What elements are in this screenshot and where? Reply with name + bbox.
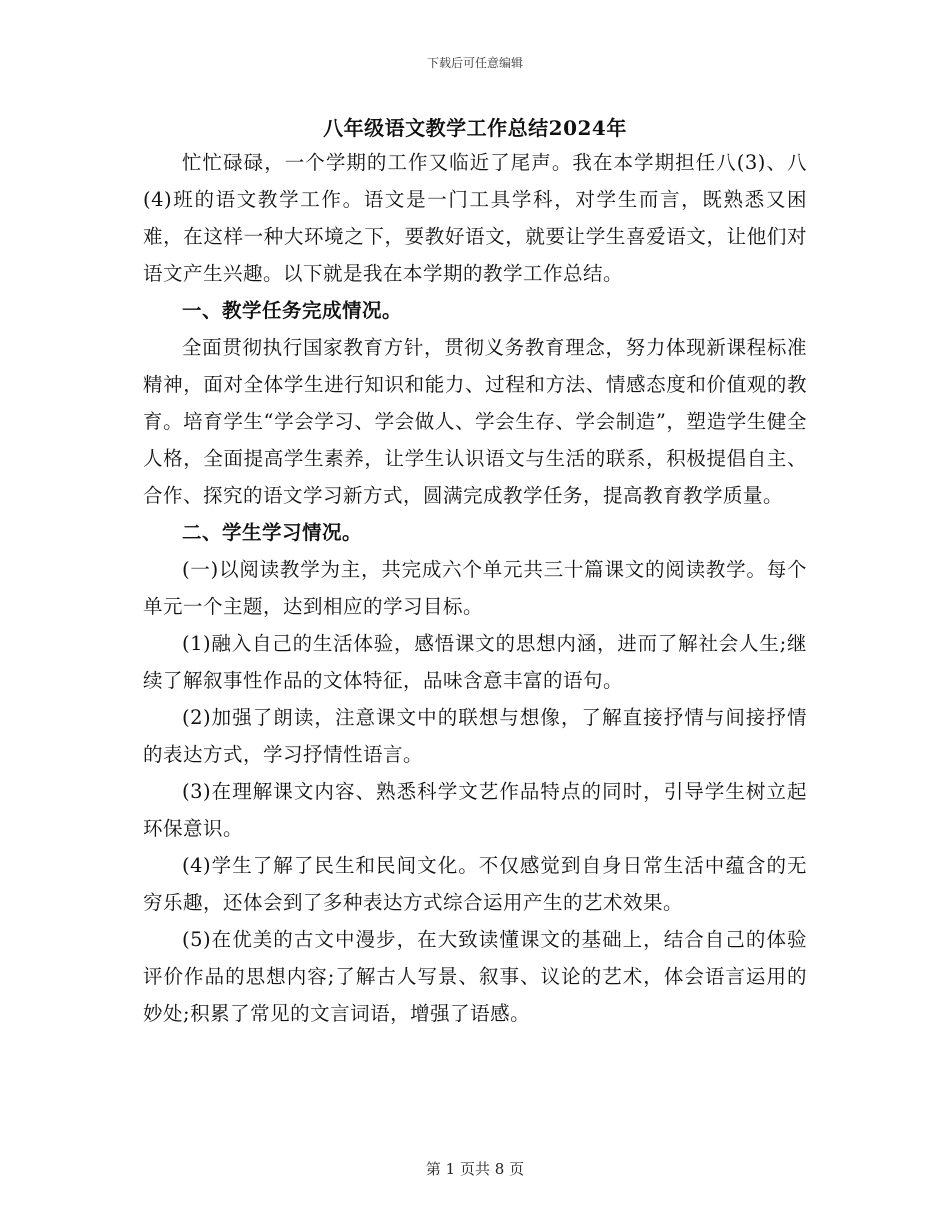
list-item: (2)加强了朗读，注意课文中的联想与想像，了解直接抒情与间接抒情的表达方式，学习抒情性语言。 bbox=[143, 706, 807, 766]
section-paragraph: 全面贯彻执行国家教育方针，贯彻义务教育理念，努力体现新课程标准精神，面对全体学生进行知识和能力、过程和方法、情感态度和价值观的教育。培育学生“学会学习、学会做人、学会生存、学会制造”，塑造学生健全人格，全面提高学生素养，让学生认识语文与生活的联系，积极提倡自主、合作、探究的语文学习新方式，圆满完成教学任务，提高教育教学质量。 bbox=[143, 336, 807, 507]
list-item: (5)在优美的古文中漫步，在大致读懂课文的基础上，结合自己的体验评价作品的思想内容;了解古人写景、叙事、议论的艺术，体会语言运用的妙处;积累了常见的文言词语，增强了语感。 bbox=[143, 928, 807, 1025]
intro-paragraph: 忙忙碌碌，一个学期的工作又临近了尾声。我在本学期担任八(3)、八(4)班的语文教学工作。语文是一门工具学科，对学生而言，既熟悉又困难，在这样一种大环境之下，要教好语文，就要让学生喜爱语文，让他们对语文产生兴趣。以下就是我在本学期的教学工作总结。 bbox=[143, 151, 807, 285]
page-header: 下载后可任意编辑 bbox=[426, 56, 523, 70]
section-heading-teaching-tasks: 一、教学任务完成情况。 bbox=[182, 299, 403, 322]
document-title: 八年级语文教学工作总结2024年 bbox=[323, 116, 627, 140]
section-paragraph: (一)以阅读教学为主，共完成六个单元共三十篇课文的阅读教学。每个单元一个主题，达到相应的学习目标。 bbox=[143, 558, 807, 618]
page-footer: 第 1 页共 8 页 bbox=[425, 1160, 525, 1178]
document-body bbox=[143, 112, 807, 1032]
list-item: (4)学生了解了民生和民间文化。不仅感觉到自身日常生活中蕴含的无穷乐趣，还体会到了多种表达方式综合运用产生的艺术效果。 bbox=[143, 854, 807, 914]
list-item: (3)在理解课文内容、熟悉科学文艺作品特点的同时，引导学生树立起环保意识。 bbox=[143, 780, 807, 840]
section-heading-student-learning: 二、学生学习情况。 bbox=[182, 521, 363, 544]
list-item: (1)融入自己的生活体验，感悟课文的思想内涵，进而了解社会人生;继续了解叙事性作品的文体特征，品味含意丰富的语句。 bbox=[143, 632, 807, 692]
